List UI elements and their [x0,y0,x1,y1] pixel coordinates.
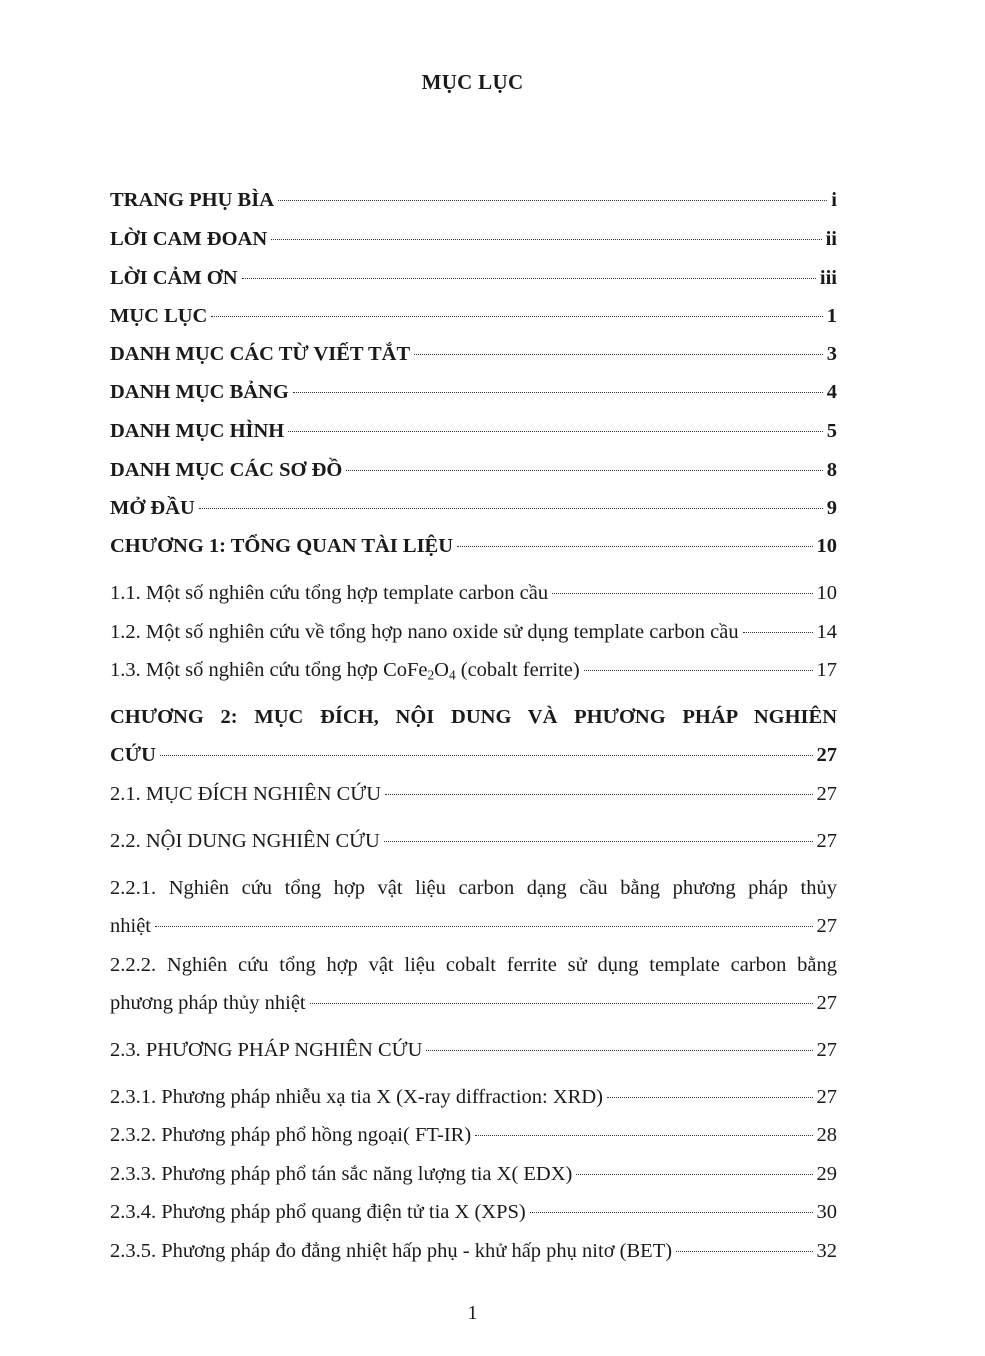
toc-entry-page: 28 [816,1124,837,1146]
toc-entry-page: 27 [816,992,837,1014]
toc-entry-page: i [831,189,837,211]
toc-entry-page: 29 [816,1163,837,1185]
dot-leader [310,1003,813,1004]
toc-entry[interactable] [110,658,837,682]
toc-entry-label: 2.3.1. Phương pháp nhiễu xạ tia X (X-ray diffraction: XRD) [110,1086,603,1108]
dot-leader [676,1251,812,1252]
dot-leader [346,470,822,471]
dot-leader [414,354,823,355]
dot-leader [475,1135,812,1136]
dot-leader [199,508,823,509]
toc-entry-page: 27 [816,915,837,937]
toc-entry-label: LỜI CẢM ƠN [110,267,238,289]
dot-leader [211,316,822,317]
toc-entry-page: 32 [816,1240,837,1262]
toc-entry-label: 2.3.4. Phương pháp phổ quang điện tử tia X (XPS) [110,1201,526,1223]
toc-entry-label: phương pháp thủy nhiệt [110,992,306,1014]
toc-entry[interactable] [110,342,837,366]
dot-leader [530,1212,813,1213]
dot-leader [552,593,812,594]
label-part: O [434,659,449,681]
toc-entry-page: 27 [816,744,837,766]
toc-entry-page: 27 [816,1039,837,1061]
toc-entry-label: 2.1. MỤC ĐÍCH NGHIÊN CỨU [110,783,382,805]
label-part: (cobalt ferrite) [455,659,580,681]
toc-entry-page: 4 [826,381,837,403]
dot-leader [288,431,823,432]
toc-entry-chapter-2[interactable] [110,743,837,767]
toc-entry[interactable] [110,1239,837,1263]
toc-entry[interactable] [110,782,837,806]
toc-entry-page: 1 [826,305,837,327]
toc-entry-label [110,658,580,682]
dot-leader [584,670,813,671]
toc-entry-page: 27 [816,1086,837,1108]
dot-leader [607,1097,813,1098]
toc-entry[interactable] [110,914,837,938]
subscript: 4 [448,667,456,683]
toc-entry-page: 10 [816,535,837,557]
toc-entry-page: 8 [826,459,837,481]
toc-entry-label: DANH MỤC BẢNG [110,381,289,403]
toc-entry-label: 1.1. Một số nghiên cứu tổng hợp template carbon cầu [110,582,549,604]
toc-entry-label: MỞ ĐẦU [110,497,195,519]
toc-entry-page: 30 [816,1201,837,1223]
toc-entry-label: TRANG PHỤ BÌA [110,189,275,211]
dot-leader [426,1050,812,1051]
toc-entry-label: CỨU [110,744,156,766]
toc-entry-page: 10 [816,582,837,604]
toc-entry-line1[interactable]: 2.2.2. Nghiên cứu tổng hợp vật liệu cobalt ferrite sử dụng template carbon bằng [110,954,837,976]
toc-entry-label: DANH MỤC CÁC SƠ ĐỒ [110,459,343,481]
toc-entry-page: 3 [826,343,837,365]
toc-entry-label: 2.3.3. Phương pháp phổ tán sắc năng lượng tia X( EDX) [110,1163,573,1185]
toc-entry-page: 17 [816,659,837,681]
toc-entry-label: DANH MỤC HÌNH [110,420,285,442]
toc-entry[interactable] [110,991,837,1015]
toc-entry[interactable] [110,458,837,482]
toc-entry-page: ii [825,228,837,250]
toc-entry[interactable] [110,1085,837,1109]
toc-entry-label: 2.3.2. Phương pháp phổ hồng ngoại( FT-IR) [110,1124,472,1146]
toc-entry-label: 2.3. PHƯƠNG PHÁP NGHIÊN CỨU [110,1039,423,1061]
toc-entry[interactable] [110,496,837,520]
dot-leader [242,278,816,279]
toc-entry[interactable] [110,380,837,404]
toc-entry-label: DANH MỤC CÁC TỪ VIẾT TẮT [110,343,411,365]
toc-entry-label: 2.2. NỘI DUNG NGHIÊN CỨU [110,830,380,852]
toc-entry[interactable] [110,304,837,328]
toc-entry-chapter-1[interactable] [110,534,837,558]
toc-entry[interactable] [110,581,837,605]
dot-leader [293,392,823,393]
toc-entry-label: MỤC LỤC [110,305,208,327]
toc-entry-page: 27 [816,830,837,852]
toc-entry-label: LỜI CAM ĐOAN [110,228,268,250]
dot-leader [278,200,827,201]
subscript: 2 [427,667,435,683]
toc-entry[interactable] [110,829,837,853]
label-part: 1.3. Một số nghiên cứu tổng hợp CoFe [110,659,428,681]
dot-leader [576,1174,812,1175]
toc-entry-page: 14 [816,621,837,643]
toc-entry[interactable] [110,1200,837,1224]
toc-entry[interactable] [110,1123,837,1147]
toc-entry-label: 1.2. Một số nghiên cứu về tổng hợp nano oxide sử dụng template carbon cầu [110,621,739,643]
dot-leader [155,926,813,927]
page-title: MỤC LỤC [421,70,524,94]
toc-entry-page: 5 [826,420,837,442]
toc-entry-page: 27 [816,783,837,805]
toc-entry-page: 9 [826,497,837,519]
dot-leader [457,546,812,547]
toc-entry-label: 2.3.5. Phương pháp đo đẳng nhiệt hấp phụ - khử hấp phụ nitơ (BET) [110,1240,673,1262]
dot-leader [160,755,813,756]
toc-entry-label: CHƯƠNG 1: TỔNG QUAN TÀI LIỆU [110,535,454,557]
page-number: 1 [467,1302,478,1324]
toc-entry[interactable] [110,188,837,212]
toc-entry[interactable] [110,227,837,251]
dot-leader [743,632,813,633]
dot-leader [271,239,821,240]
dot-leader [385,794,812,795]
toc-entry[interactable] [110,419,837,443]
dot-leader [384,841,813,842]
toc-entry-line1[interactable]: 2.2.1. Nghiên cứu tổng hợp vật liệu carbon dạng cầu bằng phương pháp thủy [110,877,837,899]
toc-entry-chapter-2-line1[interactable]: CHƯƠNG 2: MỤC ĐÍCH, NỘI DUNG VÀ PHƯƠNG PHÁP NGHIÊN [110,706,837,728]
toc-entry-label: nhiệt [110,915,151,937]
toc-entry[interactable] [110,266,837,290]
toc-entry[interactable] [110,1038,837,1062]
toc-entry[interactable] [110,620,837,644]
toc-entry-page: iii [819,267,837,289]
toc-entry[interactable] [110,1162,837,1186]
